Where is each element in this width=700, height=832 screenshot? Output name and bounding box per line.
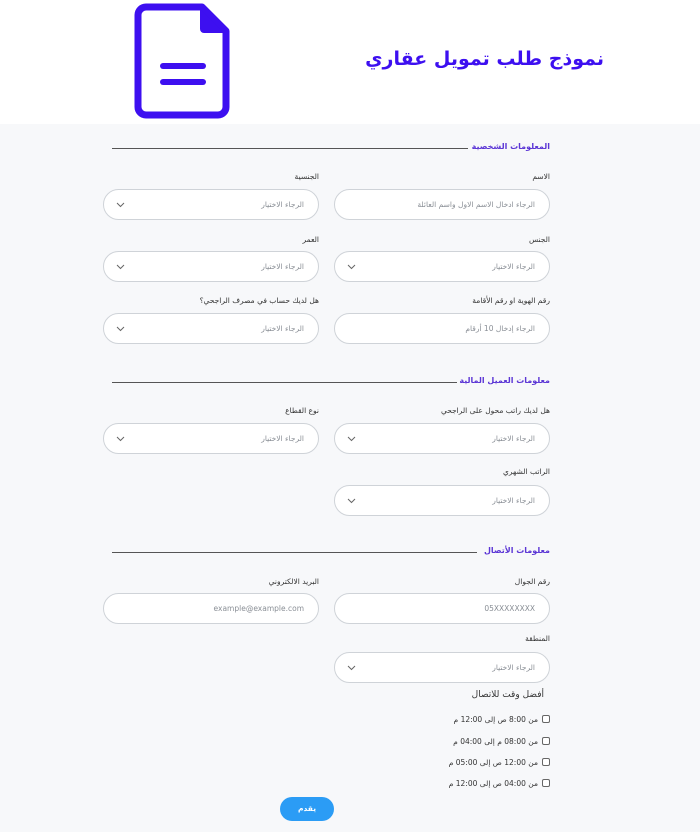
nationality-select[interactable] (103, 189, 319, 220)
contact-time-option[interactable] (449, 777, 550, 789)
contact-time-option[interactable] (453, 735, 550, 747)
chevron-down-icon (116, 436, 125, 442)
email-input[interactable] (103, 593, 319, 624)
age-label: العمر (302, 235, 319, 244)
name-input[interactable] (334, 189, 550, 220)
chevron-down-icon (347, 264, 356, 270)
id-number-placeholder: الرجاء إدخال 10 أرقام (465, 324, 535, 333)
region-select[interactable] (334, 652, 550, 683)
name-label: الاسم (532, 172, 550, 181)
contact-time-option[interactable] (449, 756, 550, 768)
id-number-input[interactable] (334, 313, 550, 344)
salary-transfer-value: الرجاء الاختيار (492, 434, 535, 443)
region-value: الرجاء الاختيار (492, 663, 535, 672)
section-contact (112, 546, 550, 560)
section-divider (112, 148, 468, 149)
age-select[interactable] (103, 251, 319, 282)
salary-transfer-label: هل لديك راتب محول على الراجحي (440, 406, 550, 415)
checkbox[interactable] (542, 779, 550, 787)
monthly-salary-value: الرجاء الاختيار (492, 496, 535, 505)
chevron-down-icon (116, 326, 125, 332)
rajhi-account-label: هل لديك حساب في مصرف الراجحي؟ (199, 296, 319, 305)
mobile-input[interactable] (334, 593, 550, 624)
name-placeholder: الرجاء ادخال الاسم الاول واسم العائلة (417, 200, 535, 209)
sector-value: الرجاء الاختيار (261, 434, 304, 443)
salary-transfer-select[interactable] (334, 423, 550, 454)
checkbox[interactable] (542, 758, 550, 766)
nationality-value: الرجاء الاختيار (261, 200, 304, 209)
page-header (0, 0, 700, 124)
monthly-salary-select[interactable] (334, 485, 550, 516)
section-title-financial: معلومات العميل المالية (459, 376, 550, 385)
chevron-down-icon (347, 436, 356, 442)
monthly-salary-label: الراتب الشهري (503, 467, 550, 476)
mobile-placeholder: 05XXXXXXXX (484, 604, 535, 613)
checkbox[interactable] (542, 737, 550, 745)
contact-time-option[interactable] (454, 713, 550, 725)
gender-label: الجنس (528, 235, 550, 244)
chevron-down-icon (347, 665, 356, 671)
gender-select[interactable] (334, 251, 550, 282)
rajhi-account-select[interactable] (103, 313, 319, 344)
section-personal (112, 142, 550, 156)
sector-select[interactable] (103, 423, 319, 454)
chevron-down-icon (347, 498, 356, 504)
section-financial (112, 376, 550, 390)
nationality-label: الجنسية (294, 172, 319, 181)
email-placeholder: example@example.com (213, 604, 304, 613)
contact-time-option-label: من 12:00 ص إلى 05:00 م (448, 757, 538, 767)
section-title-contact: معلومات الأتصال (483, 546, 550, 555)
chevron-down-icon (116, 202, 125, 208)
contact-time-option-label: من 04:00 ص إلى 12:00 م (448, 778, 538, 788)
checkbox[interactable] (542, 715, 550, 723)
contact-time-heading: أفضل وقت للاتصال (471, 690, 544, 700)
contact-time-option-label: من 08:00 م إلى 04:00 م (453, 736, 538, 746)
page-title: نموذج طلب تمويل عقاري (365, 48, 604, 70)
gender-value: الرجاء الاختيار (492, 262, 535, 271)
submit-button[interactable]: يقدم (280, 797, 334, 821)
document-icon (134, 1, 232, 121)
region-label: المنطقة (525, 634, 550, 643)
rajhi-account-value: الرجاء الاختيار (261, 324, 304, 333)
email-label: البريد الالكتروني (268, 577, 319, 586)
section-title-personal: المعلومات الشخصية (471, 142, 550, 151)
id-number-label: رقم الهوية او رقم الأقامة (472, 296, 550, 305)
contact-time-option-label: من 8:00 ص إلى 12:00 م (453, 714, 538, 724)
age-value: الرجاء الاختيار (261, 262, 304, 271)
section-divider (112, 552, 477, 553)
section-divider (112, 382, 457, 383)
chevron-down-icon (116, 264, 125, 270)
mobile-label: رقم الجوال (514, 577, 550, 586)
sector-label: نوع القطاع (285, 406, 319, 415)
